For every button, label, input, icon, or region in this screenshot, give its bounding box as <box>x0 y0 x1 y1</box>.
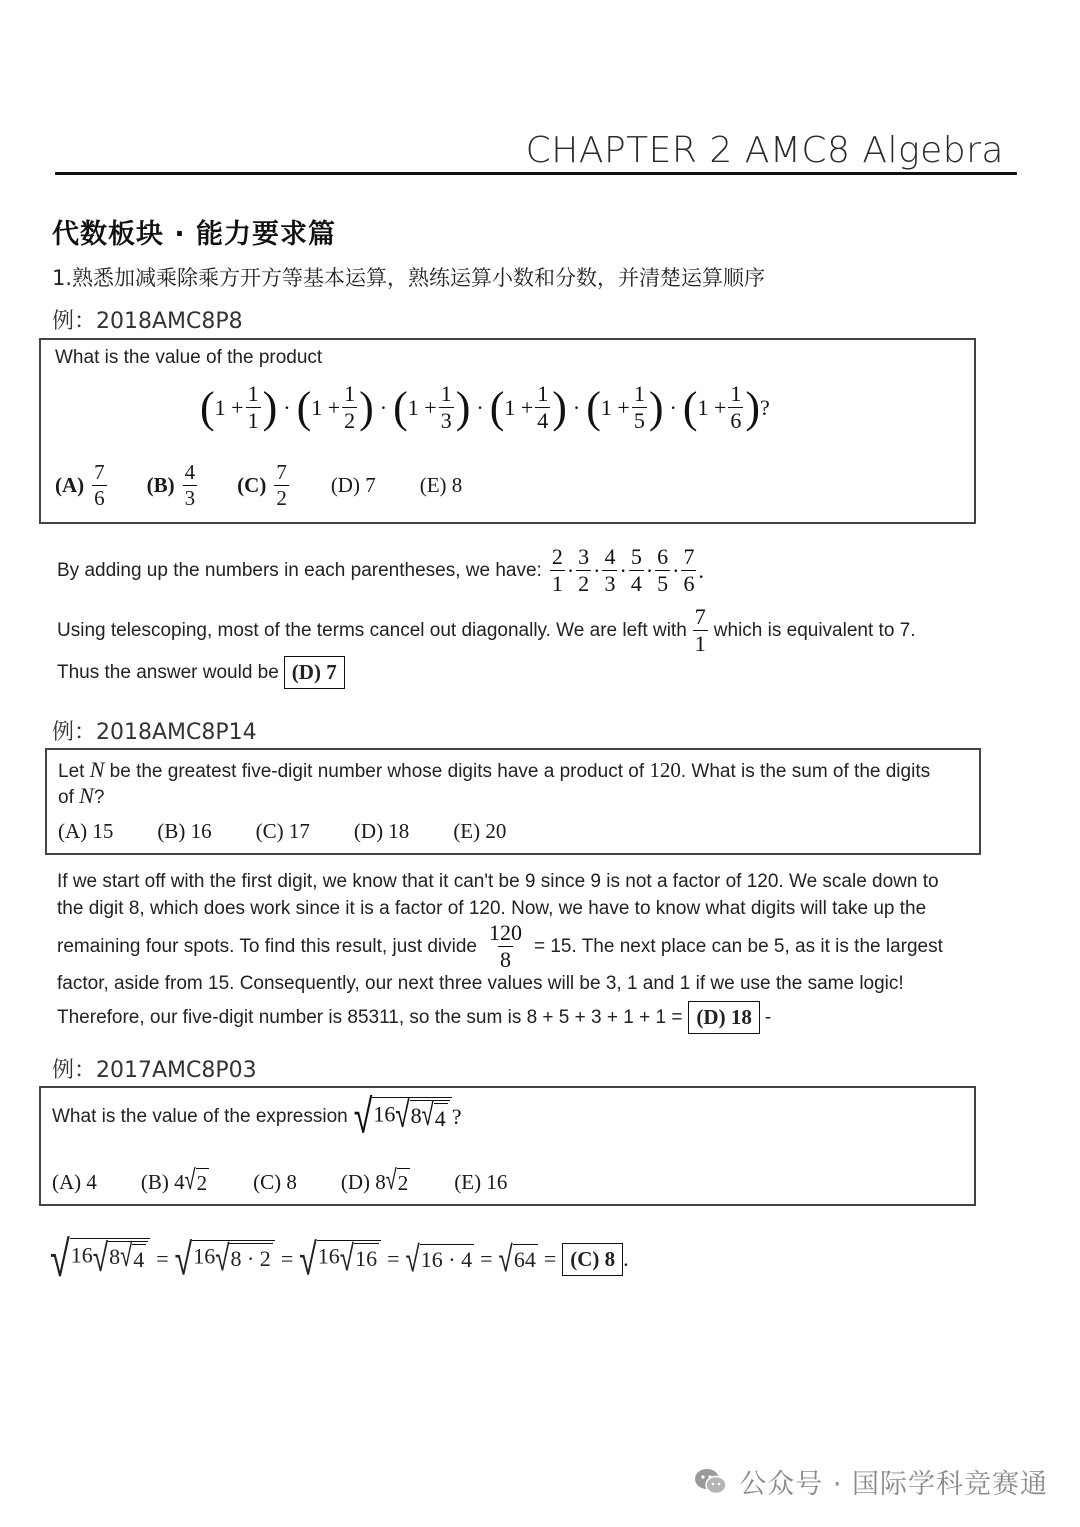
choice-d: (D) 8 √ 2 <box>340 1162 409 1196</box>
answer-box-3: (C) 8 <box>562 1243 623 1276</box>
solution-1-line-3: Thus the answer would be (D) 7 <box>57 656 345 689</box>
solution-3-equation: √ 16 √ 8 √ 4 = √ 16 √ 8 · 2 = √ 16 √ 16 = √ 16 · 4 = √ 64 = (C) 8 . <box>50 1231 629 1289</box>
section-heading: 代数板块 · 能力要求篇 <box>52 219 337 250</box>
answer-box-2: (D) 18 <box>688 1001 759 1034</box>
question-text-2b: of N? <box>58 783 105 808</box>
question-text-1: What is the value of the product <box>55 347 323 368</box>
solution-2-line-3: remaining four spots. To find this result, just divide $\frac{120}{8}$ = 15. The next place can be 5, as it is the largest <box>57 920 943 972</box>
product-expression: ( 1 + $\frac{1}{1}$ ) · ( 1 + $\frac{1}{2}$ ) · ( 1 + $\frac{1}{3}$ ) · ( 1 + $\frac{1}{4}$ ) · ( 1 + $\frac{1}{5}$ ) · ( 1 + $\frac{1}{6}$ ) ? <box>200 381 770 433</box>
choice-e: (E) 16 <box>454 1169 508 1194</box>
solution-2-line-1: If we start off with the first digit, we know that it can't be 9 since 9 is not a factor of 120. We scale down to <box>57 871 939 892</box>
requirement-text: 1.熟悉加减乘除乘方开方等基本运算，熟练运算小数和分数，并清楚运算顺序 <box>52 266 766 290</box>
choices-1 <box>55 462 462 509</box>
choice-d: (D) 7 <box>330 473 376 497</box>
choice-e: (E) 20 <box>453 819 507 843</box>
choice-a: (A) 15 <box>58 819 114 843</box>
choice-c: (C) 8 <box>253 1169 297 1194</box>
choice-b: (B) $\frac{4}{3}$ <box>146 460 196 510</box>
solution-2-line-5: Therefore, our five-digit number is 85311, so the sum is 8 + 5 + 3 + 1 + 1 = (D) 18 - <box>57 1001 771 1034</box>
choice-a: (A) $\frac{7}{6}$ <box>55 460 105 510</box>
answer-box-1: (D) 7 <box>284 656 345 689</box>
chapter-title: CHAPTER 2 AMC8 Algebra <box>525 130 1004 171</box>
question-text-3: What is the value of the expression √ 16 √ 8 √ 4 ? <box>52 1089 462 1145</box>
solution-1-line-2: Using telescoping, most of the terms cancel out diagonally. We are left with $\frac{7}{1}$ which is equivalent to 7. <box>57 604 916 656</box>
choice-b: (B) 16 <box>157 819 212 843</box>
solution-2-line-4: factor, aside from 15. Consequently, our next three values will be 3, 1 and 1 if we use the same logic! <box>57 973 904 994</box>
solution-2-line-2: the digit 8, which does work since it is a factor of 120. Now, we have to know what digits will take up the <box>57 898 927 919</box>
solution-1-line-1: By adding up the numbers in each parentheses, we have: $\frac{2}{1}$ · $\frac{3}{2}$ · $\frac{4}{3}$ · $\frac{5}{4}$ · $\frac{6}{5}$ · $\frac{7}{6}$ . <box>57 544 704 596</box>
example-label-2: 例：2018AMC8P14 <box>52 720 257 745</box>
example-label-1: 例：2018AMC8P8 <box>52 309 243 334</box>
choice-c: (C) $\frac{7}{2}$ <box>237 460 287 510</box>
chapter-rule <box>55 172 1017 175</box>
choice-a: (A) 4 <box>52 1169 97 1194</box>
choice-c: (C) 17 <box>255 819 310 843</box>
example-label-3: 例：2017AMC8P03 <box>52 1058 257 1083</box>
choices-2 <box>58 819 506 844</box>
watermark-text: 公众号 · 国际学科竞赛通 <box>739 1469 1048 1500</box>
choice-b: (B) 4 √ 2 <box>140 1162 208 1196</box>
question-text-2: Let N be the greatest five-digit number whose digits have a product of 120. What is the sum of the digits <box>58 757 931 782</box>
choices-3 <box>52 1162 508 1196</box>
wechat-icon <box>693 1467 729 1497</box>
choice-d: (D) 18 <box>353 819 410 843</box>
choice-e: (E) 8 <box>419 473 463 497</box>
watermark <box>693 1462 1048 1501</box>
